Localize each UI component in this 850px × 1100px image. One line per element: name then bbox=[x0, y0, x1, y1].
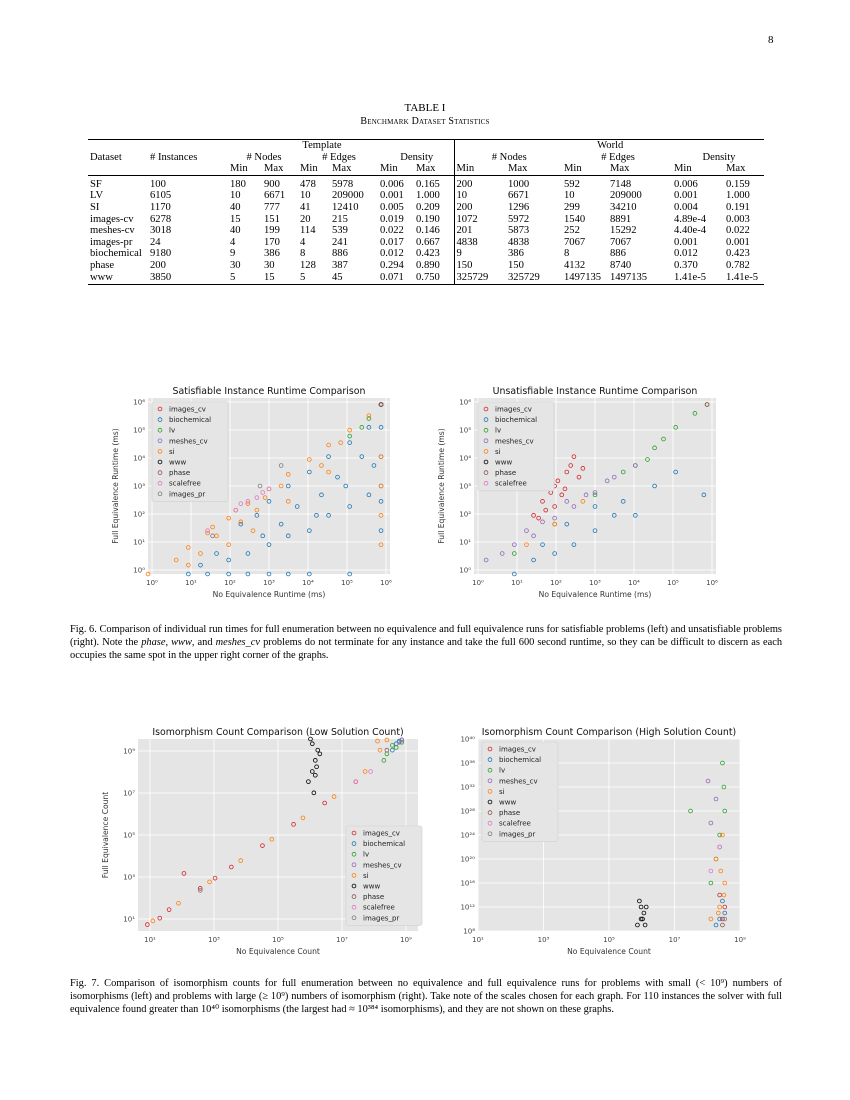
table-cell: 0.159 bbox=[726, 178, 750, 190]
table-cell: 150 bbox=[508, 259, 524, 271]
x-tick-label: 10⁵ bbox=[272, 936, 284, 944]
table-cell: 15 bbox=[230, 213, 241, 225]
table-row bbox=[88, 190, 764, 202]
y-tick-label: 10³⁶ bbox=[460, 759, 475, 768]
table-header-group-row bbox=[88, 140, 764, 152]
y-tick-label: 10² bbox=[133, 510, 145, 519]
table-cell: 8740 bbox=[610, 259, 632, 271]
legend-label: biochemical bbox=[169, 416, 212, 425]
table-cell: 900 bbox=[264, 178, 280, 190]
table-header-row bbox=[88, 152, 764, 164]
table-cell: 1540 bbox=[564, 213, 586, 225]
table-cell: 387 bbox=[332, 259, 348, 271]
x-tick-label: 10¹ bbox=[472, 936, 484, 944]
y-tick-label: 10³ bbox=[459, 482, 471, 491]
x-tick-label: 10⁶ bbox=[380, 579, 392, 587]
table-cell: 592 bbox=[564, 178, 580, 190]
legend-label: images_cv bbox=[169, 405, 206, 414]
legend-label: si bbox=[363, 871, 369, 880]
table-cell: 201 bbox=[456, 225, 473, 237]
table-cell: 0.191 bbox=[726, 201, 750, 213]
table-row bbox=[88, 214, 764, 226]
x-tick-label: 10³ bbox=[537, 936, 550, 944]
table-cell: 478 bbox=[300, 178, 316, 190]
table-cell: www bbox=[88, 272, 148, 285]
table-cell: 252 bbox=[564, 225, 580, 237]
legend-label: scalefree bbox=[499, 819, 531, 828]
legend-label: images_cv bbox=[363, 829, 400, 838]
x-tick-label: 10⁵ bbox=[603, 936, 615, 944]
y-tick-label: 10⁹ bbox=[123, 747, 135, 756]
table-cell: 4.40e-4 bbox=[674, 225, 707, 237]
header-max: Max bbox=[608, 163, 672, 175]
legend-label: biochemical bbox=[363, 840, 406, 849]
table-cell: 30 bbox=[264, 259, 275, 271]
table-row bbox=[88, 248, 764, 260]
x-axis-label: No Equivalence Runtime (ms) bbox=[212, 590, 326, 599]
table-cell: 7148 bbox=[610, 178, 632, 190]
legend-label: si bbox=[495, 447, 501, 456]
y-axis-label: Full Equivalence Count bbox=[101, 791, 110, 879]
y-tick-label: 10⁴⁰ bbox=[460, 735, 475, 744]
table-cell: 5972 bbox=[508, 213, 530, 225]
table-cell: 241 bbox=[332, 236, 348, 248]
legend-label: images_pr bbox=[499, 830, 536, 839]
header-world-edges: # Edges bbox=[601, 151, 635, 163]
table-cell: 4 bbox=[230, 236, 236, 248]
table-cell: SI bbox=[90, 201, 100, 213]
y-tick-label: 10² bbox=[459, 510, 471, 519]
x-tick-label: 10⁴ bbox=[628, 579, 640, 587]
table-cell: 0.003 bbox=[726, 213, 750, 225]
table-cell: 6105 bbox=[150, 190, 172, 202]
table-cell: 0.006 bbox=[380, 178, 404, 190]
table-cell: 0.370 bbox=[674, 259, 698, 271]
chart-title: Isomorphism Count Comparison (High Solution Count) bbox=[481, 727, 737, 738]
table-cell: 8 bbox=[300, 248, 306, 260]
y-tick-label: 10³ bbox=[123, 873, 135, 882]
table-cell: images-pr bbox=[90, 236, 133, 248]
table-cell: 7067 bbox=[564, 236, 586, 248]
benchmark-table bbox=[88, 139, 764, 285]
table-cell: 200 bbox=[456, 201, 473, 213]
table-cell: 0.017 bbox=[380, 236, 404, 248]
table-cell: 10 bbox=[564, 190, 575, 202]
header-max: Max bbox=[724, 163, 764, 175]
legend-label: lv bbox=[363, 850, 370, 859]
legend-label: images_pr bbox=[363, 914, 400, 923]
header-max: Max bbox=[330, 163, 378, 175]
legend-label: scalefree bbox=[495, 479, 527, 488]
table-cell: 0.667 bbox=[414, 237, 454, 249]
table-cell: 9 bbox=[456, 248, 462, 260]
y-tick-label: 10⁵ bbox=[459, 426, 471, 435]
table-cell: 4838 bbox=[508, 236, 530, 248]
table-cell: 6278 bbox=[150, 213, 172, 225]
table-cell: 40 bbox=[230, 201, 241, 213]
x-tick-label: 10³ bbox=[589, 579, 601, 587]
x-tick-label: 10³ bbox=[263, 579, 275, 587]
table-cell: 5978 bbox=[332, 178, 354, 190]
table-cell: 128 bbox=[300, 259, 316, 271]
legend-label: phase bbox=[169, 469, 191, 478]
x-tick-label: 10¹ bbox=[511, 579, 523, 587]
chart-iso-low bbox=[96, 722, 430, 956]
header-min: Min bbox=[228, 163, 262, 175]
table-cell: 24 bbox=[150, 236, 161, 248]
table-cell: LV bbox=[90, 190, 104, 202]
table-cell: phase bbox=[90, 259, 115, 271]
table-cell: 34210 bbox=[610, 201, 637, 213]
y-tick-label: 10²⁸ bbox=[460, 807, 475, 816]
header-template-edges: # Edges bbox=[322, 151, 356, 163]
x-tick-label: 10² bbox=[550, 579, 562, 587]
header-min: Min bbox=[454, 163, 506, 175]
table-cell: 0.006 bbox=[674, 178, 698, 190]
y-tick-label: 10⁵ bbox=[133, 426, 145, 435]
table-cell: 0.165 bbox=[414, 175, 454, 190]
table-cell: 170 bbox=[264, 236, 280, 248]
legend-label: si bbox=[499, 787, 505, 796]
x-tick-label: 10⁰ bbox=[146, 579, 158, 587]
legend-label: meshes_cv bbox=[495, 437, 534, 446]
table-cell: 180 bbox=[230, 178, 246, 190]
table-cell: 114 bbox=[300, 225, 316, 237]
y-tick-label: 10¹⁶ bbox=[460, 879, 475, 888]
table-cell: 5 bbox=[228, 272, 262, 285]
table-cell: 0.005 bbox=[380, 201, 404, 213]
y-tick-label: 10⁶ bbox=[459, 398, 471, 407]
table-row bbox=[88, 272, 764, 285]
table-cell: 1.41e-5 bbox=[672, 272, 724, 285]
table-minmax-row bbox=[88, 163, 764, 175]
header-template-density: Density bbox=[378, 152, 454, 164]
table-cell: 215 bbox=[332, 213, 348, 225]
x-tick-label: 10⁹ bbox=[734, 936, 746, 944]
x-tick-label: 10² bbox=[224, 579, 236, 587]
legend-label: meshes_cv bbox=[169, 437, 208, 446]
header-min: Min bbox=[298, 163, 330, 175]
table-cell: 10 bbox=[300, 190, 311, 202]
header-template-nodes: # Nodes bbox=[246, 151, 282, 163]
table-cell: 0.012 bbox=[380, 248, 404, 260]
table-cell: 0.782 bbox=[726, 259, 750, 271]
table-cell: 20 bbox=[300, 213, 311, 225]
chart-iso-high bbox=[432, 722, 750, 956]
table-cell: 0.146 bbox=[414, 225, 454, 237]
legend-label: biochemical bbox=[499, 756, 542, 765]
y-tick-label: 10⁶ bbox=[133, 398, 145, 407]
header-min: Min bbox=[672, 163, 724, 175]
table-row bbox=[88, 202, 764, 214]
table-cell: 0.209 bbox=[414, 202, 454, 214]
table-cell: 539 bbox=[332, 225, 348, 237]
x-tick-label: 10¹ bbox=[185, 579, 197, 587]
chart-title: Satisfiable Instance Runtime Comparison bbox=[172, 386, 366, 397]
table-cell: 100 bbox=[150, 178, 166, 190]
x-tick-label: 10³ bbox=[208, 936, 220, 944]
y-tick-label: 10⁰ bbox=[459, 566, 471, 575]
legend-label: www bbox=[363, 882, 381, 891]
table-cell: 6671 bbox=[264, 190, 286, 202]
table-cell: 0.001 bbox=[674, 236, 698, 248]
legend-label: lv bbox=[499, 766, 506, 775]
table-cell: 151 bbox=[264, 213, 280, 225]
table-cell: 0.012 bbox=[674, 248, 698, 260]
table-cell: 45 bbox=[330, 272, 378, 285]
y-tick-label: 10⁴ bbox=[133, 454, 145, 463]
table-cell: 0.019 bbox=[380, 213, 404, 225]
table-cell: 1.000 bbox=[726, 190, 750, 202]
table-cell: 1.000 bbox=[414, 190, 454, 202]
table-cell: 4.89e-4 bbox=[674, 213, 707, 225]
y-axis-label: Full Equivalence Runtime (ms) bbox=[437, 428, 446, 544]
table-cell: 299 bbox=[564, 201, 580, 213]
table-cell: 0.001 bbox=[726, 236, 750, 248]
table-row bbox=[88, 225, 764, 237]
table-cell: 0.890 bbox=[414, 260, 454, 272]
legend-label: phase bbox=[499, 809, 521, 818]
y-tick-label: 10¹² bbox=[460, 903, 475, 912]
table-cell: 150 bbox=[456, 259, 473, 271]
table-cell: 0.022 bbox=[726, 225, 750, 237]
table-cell: 5873 bbox=[508, 225, 530, 237]
x-axis-label: No Equivalence Runtime (ms) bbox=[538, 590, 652, 599]
header-world-density: Density bbox=[702, 151, 736, 163]
table-cell: 777 bbox=[264, 201, 280, 213]
y-tick-label: 10⁷ bbox=[123, 789, 135, 798]
table-cell: 0.071 bbox=[378, 272, 414, 285]
table-cell: 0.022 bbox=[380, 225, 404, 237]
x-tick-label: 10⁷ bbox=[668, 936, 681, 944]
table-cell: 15292 bbox=[610, 225, 637, 237]
x-axis-label: No Equivalence Count bbox=[236, 947, 320, 956]
y-tick-label: 10²⁰ bbox=[460, 855, 475, 864]
header-dataset: Dataset bbox=[90, 151, 122, 163]
legend-label: lv bbox=[495, 426, 502, 435]
table-title: Benchmark Dataset Statistics bbox=[360, 116, 490, 127]
table-row bbox=[88, 175, 764, 190]
legend-label: phase bbox=[363, 893, 385, 902]
legend-label: biochemical bbox=[495, 416, 538, 425]
table-cell: 3850 bbox=[148, 272, 228, 285]
y-tick-label: 10⁸ bbox=[463, 927, 475, 936]
table-cell: 886 bbox=[610, 248, 626, 260]
legend-label: scalefree bbox=[363, 903, 395, 912]
y-tick-label: 10²⁴ bbox=[460, 831, 475, 840]
table-cell: 1170 bbox=[150, 201, 171, 213]
legend-label: meshes_cv bbox=[499, 777, 538, 786]
table-cell: 30 bbox=[230, 259, 241, 271]
table-row bbox=[88, 260, 764, 272]
chart-legend bbox=[152, 402, 228, 501]
table-cell: 3018 bbox=[150, 225, 172, 237]
table-cell: 10 bbox=[230, 190, 241, 202]
table-cell: 6671 bbox=[508, 190, 530, 202]
x-tick-label: 10⁰ bbox=[472, 579, 484, 587]
x-tick-label: 10⁹ bbox=[400, 936, 412, 944]
header-world-nodes: # Nodes bbox=[491, 151, 527, 163]
table-row bbox=[88, 237, 764, 249]
legend-label: si bbox=[169, 447, 175, 456]
y-tick-label: 10³ bbox=[133, 482, 145, 491]
header-max: Max bbox=[414, 163, 454, 175]
table-cell: 386 bbox=[508, 248, 524, 260]
table-cell: images-cv bbox=[90, 213, 134, 225]
table-cell: 8891 bbox=[610, 213, 632, 225]
x-tick-label: 10¹ bbox=[144, 936, 156, 944]
fig6-caption: Fig. 6. Comparison of individual run times for full enumeration between no equivalence and full equivalence runs for satisfiable problems (left) and unsatisfiable problems (right). Note the phase, www, and meshes_cv problems do not terminate for any instance and take the full 600 second runtime, so they can be difficult to discern as each occupies the same spot in the upper right corner of the graphs. bbox=[70, 624, 783, 661]
header-min: Min bbox=[378, 163, 414, 175]
page-number: 8 bbox=[768, 34, 774, 46]
legend-label: images_cv bbox=[499, 745, 536, 754]
x-axis-label: No Equivalence Count bbox=[567, 947, 651, 956]
table-cell: 5 bbox=[298, 272, 330, 285]
header-template: Template bbox=[228, 140, 414, 152]
legend-label: scalefree bbox=[169, 479, 201, 488]
legend-label: www bbox=[495, 458, 513, 467]
table-cell: 1.41e-5 bbox=[724, 272, 764, 285]
chart-title: Unsatisfiable Instance Runtime Comparison bbox=[492, 386, 698, 397]
table-cell: 200 bbox=[456, 178, 473, 190]
table-cell: 1497135 bbox=[608, 272, 672, 285]
table-cell: 0.294 bbox=[380, 259, 404, 271]
table-cell: 8 bbox=[564, 248, 570, 260]
table-cell: 209000 bbox=[332, 190, 364, 202]
table-cell: meshes-cv bbox=[90, 225, 135, 237]
table-cell: 386 bbox=[264, 248, 280, 260]
table-cell: 209000 bbox=[610, 190, 642, 202]
table-label: TABLE I bbox=[404, 102, 446, 114]
header-max: Max bbox=[262, 163, 298, 175]
y-axis-label: Full Equivalence Runtime (ms) bbox=[111, 428, 120, 544]
table-cell: 1072 bbox=[456, 213, 478, 225]
header-max: Max bbox=[506, 163, 562, 175]
table-cell: 325729 bbox=[506, 272, 562, 285]
fig7-caption: Fig. 7. Comparison of isomorphism counts for full enumeration between no equivalence and full equivalence runs for problems with small (< 10⁹) numbers of isomorphisms (left) and problems with large (≥ 10⁹) numbers of isomorphism (right). Take note of the scales chosen for each graph. For 110 instances the solver with full equivalence found greater than 10⁴⁰ isomorphisms (the largest had ≈ 10³⁸⁴ isomorphisms), and they are not shown on these graphs. bbox=[70, 978, 782, 1015]
table-cell: 12410 bbox=[332, 201, 359, 213]
table-cell: 1296 bbox=[508, 201, 530, 213]
legend-label: www bbox=[499, 798, 517, 807]
y-tick-label: 10¹ bbox=[123, 915, 135, 924]
x-tick-label: 10⁴ bbox=[302, 579, 314, 587]
table-cell: 40 bbox=[230, 225, 241, 237]
y-tick-label: 10⁰ bbox=[133, 566, 145, 575]
table-cell: 1000 bbox=[508, 178, 530, 190]
chart-satisfiable-runtime bbox=[108, 376, 398, 608]
table-cell: 10 bbox=[456, 190, 468, 202]
table-cell: SF bbox=[90, 178, 102, 190]
table-cell: 0.004 bbox=[674, 201, 698, 213]
table-cell: 200 bbox=[150, 259, 166, 271]
header-min: Min bbox=[562, 163, 608, 175]
table-cell: 0.190 bbox=[414, 214, 454, 226]
table-cell: 4132 bbox=[564, 259, 586, 271]
table-cell: 0.001 bbox=[380, 190, 404, 202]
legend-label: lv bbox=[169, 426, 176, 435]
table-cell: biochemical bbox=[90, 248, 142, 260]
table-cell: 41 bbox=[300, 201, 311, 213]
x-tick-label: 10⁶ bbox=[706, 579, 718, 587]
table-cell: 4838 bbox=[456, 236, 478, 248]
x-tick-label: 10⁵ bbox=[341, 579, 353, 587]
header-world: World bbox=[454, 140, 764, 152]
chart-legend bbox=[482, 742, 558, 841]
table-cell: 9180 bbox=[150, 248, 172, 260]
table-cell: 0.750 bbox=[414, 272, 454, 285]
y-tick-label: 10¹ bbox=[133, 538, 145, 547]
y-tick-label: 10³² bbox=[460, 783, 475, 792]
legend-label: phase bbox=[495, 469, 517, 478]
table-cell: 0.423 bbox=[414, 248, 454, 260]
y-tick-label: 10⁵ bbox=[123, 831, 135, 840]
table-cell: 199 bbox=[264, 225, 280, 237]
y-tick-label: 10¹ bbox=[459, 538, 471, 547]
x-tick-label: 10⁷ bbox=[336, 936, 348, 944]
table-cell: 325729 bbox=[454, 272, 506, 285]
table-cell: 15 bbox=[262, 272, 298, 285]
x-tick-label: 10⁵ bbox=[667, 579, 679, 587]
chart-legend bbox=[346, 826, 422, 925]
table-cell: 9 bbox=[230, 248, 236, 260]
legend-label: images_pr bbox=[169, 490, 206, 499]
legend-label: images_cv bbox=[495, 405, 532, 414]
table-cell: 7067 bbox=[610, 236, 632, 248]
chart-legend bbox=[478, 402, 554, 491]
y-tick-label: 10⁴ bbox=[459, 454, 471, 463]
legend-label: meshes_cv bbox=[363, 861, 402, 870]
header-instances: # Instances bbox=[150, 151, 198, 163]
chart-title: Isomorphism Count Comparison (Low Solution Count) bbox=[152, 727, 404, 738]
table-cell: 4 bbox=[300, 236, 306, 248]
table-cell: 886 bbox=[332, 248, 348, 260]
legend-label: www bbox=[169, 458, 187, 467]
table-cell: 1497135 bbox=[562, 272, 608, 285]
chart-unsatisfiable-runtime bbox=[434, 376, 724, 608]
table-cell: 0.423 bbox=[726, 248, 750, 260]
table-cell: 0.001 bbox=[674, 190, 698, 202]
